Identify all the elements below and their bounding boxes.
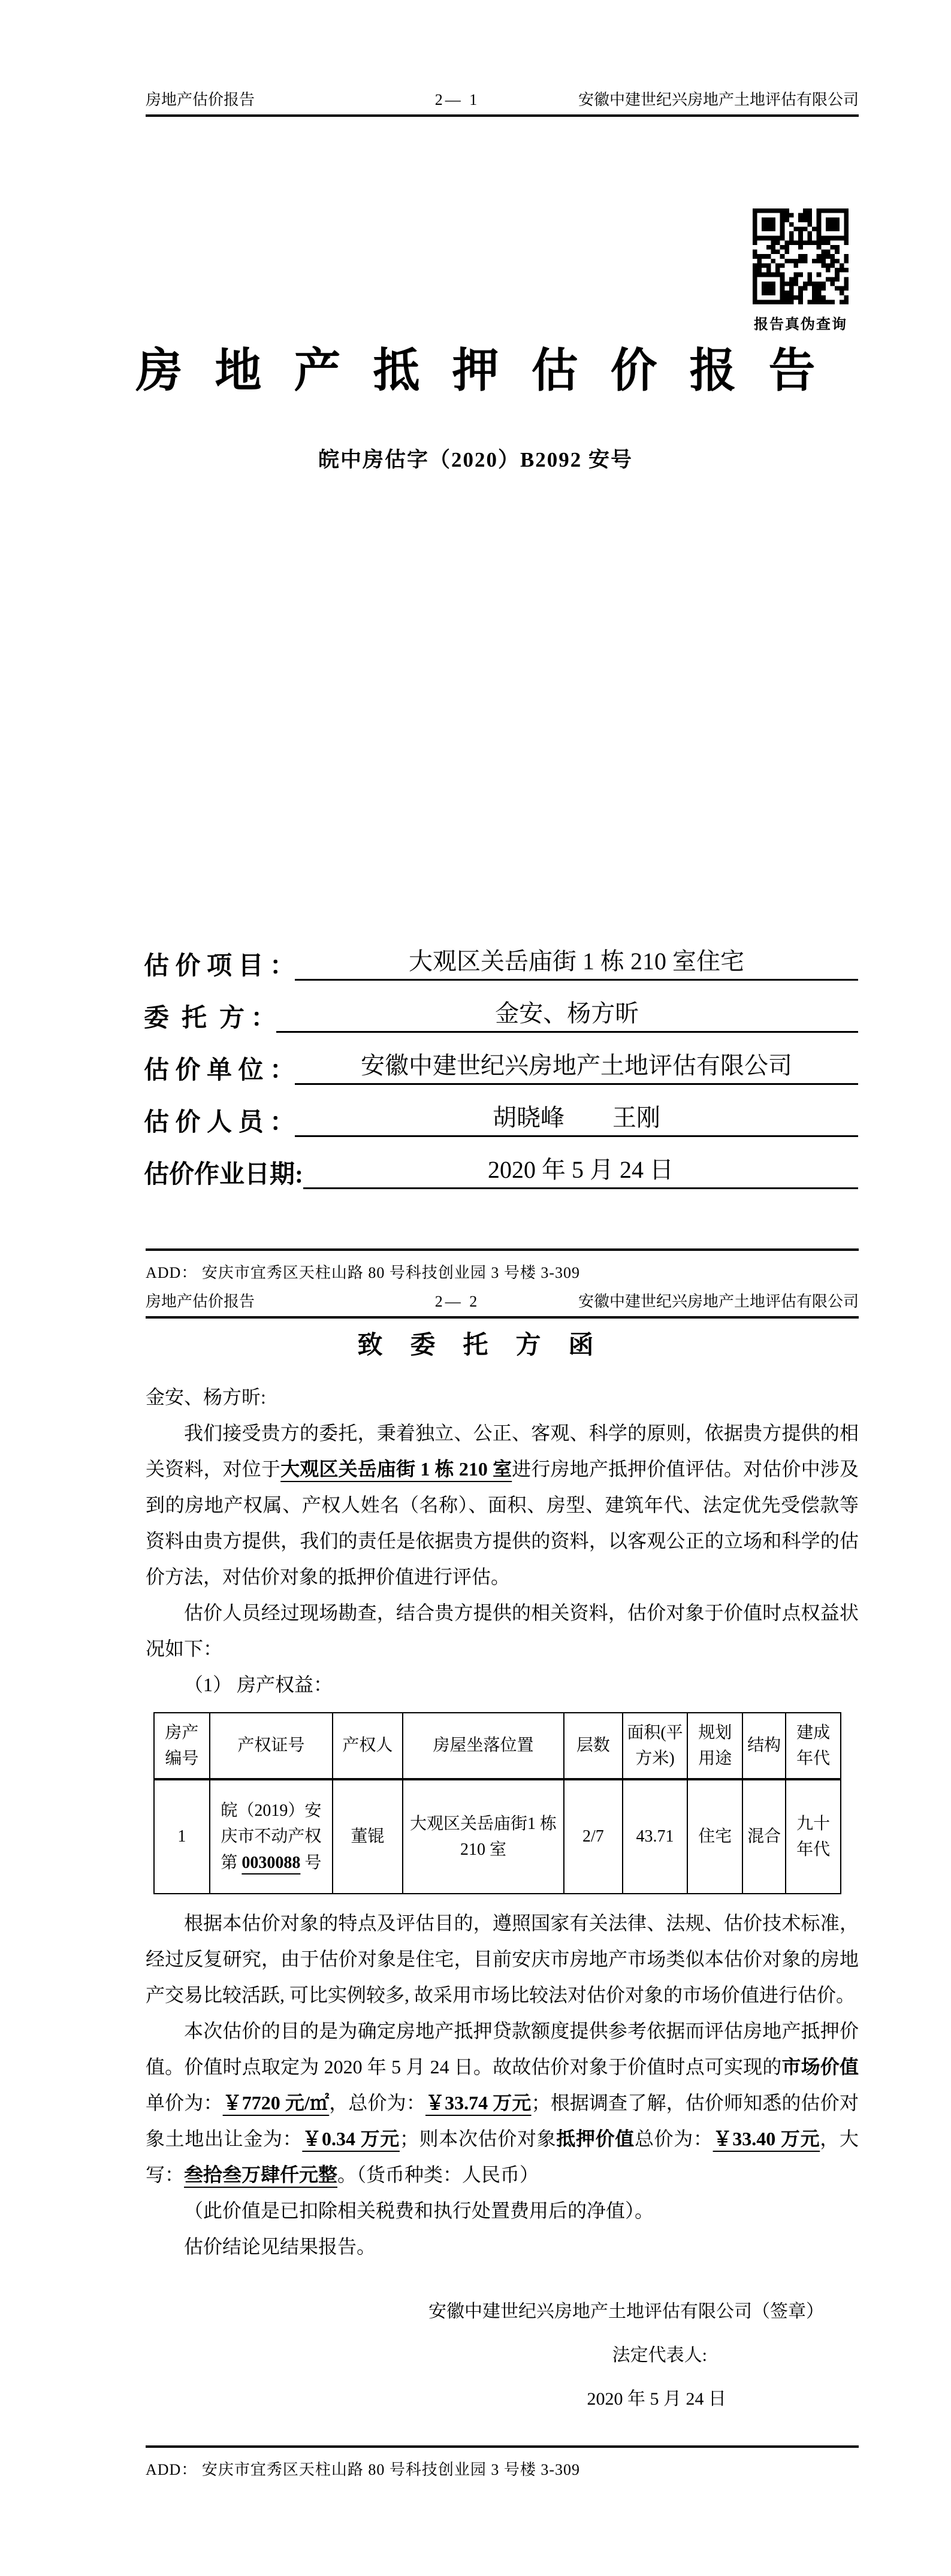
header-page-number: 2— 2 xyxy=(434,1293,480,1310)
cell-planned-use: 住宅 xyxy=(687,1779,742,1894)
letter-body xyxy=(146,1379,859,2421)
header-report-type: 房地产估价报告 xyxy=(146,1293,255,1310)
signature-date: 2020 年 5 月 24 日 xyxy=(587,2389,726,2409)
letter-paragraph-4: 本次估价的目的是为确定房地产抵押贷款额度提供参考依据而评估房地产抵押价值。价值时点取定为 2020 年 5 月 24 日。故故估价对象于价值时点可实现的市场价值单价为：￥7720 元/㎡，总价为：￥33.74 万元；根据调查了解，估价师知悉的估价对象土地出让金为：￥0.34 万元；则本次估价对象抵押价值总价为：￥33.40 万元，大写：叁拾叁万肆仟元整。（货币种类：人民币） xyxy=(146,2020,859,2185)
cell-structure: 混合 xyxy=(742,1779,786,1894)
page2-footer xyxy=(146,2445,859,2480)
field-date xyxy=(144,1156,858,1189)
cell-house-number: 1 xyxy=(154,1779,210,1894)
header-report-type: 房地产估价报告 xyxy=(146,91,255,108)
cell-cert-number: 皖（2019）安庆市不动产权第 0030088 号 xyxy=(210,1779,333,1894)
col-cert-number: 产权证号 xyxy=(210,1713,333,1779)
cell-floor: 2/7 xyxy=(564,1779,622,1894)
page2-footer-address: ADD： 安庆市宜秀区天柱山路 80 号科技创业园 3 号楼 3-309 xyxy=(146,2461,580,2478)
field-agency xyxy=(144,1052,858,1085)
letter-paragraph-6: 估价结论见结果报告。 xyxy=(184,2236,376,2257)
header-company-name: 安徽中建世纪兴房地产土地评估有限公司 xyxy=(578,1293,859,1310)
col-planned-use: 规划用途 xyxy=(687,1713,742,1779)
col-floor: 层数 xyxy=(564,1713,622,1779)
col-area: 面积(平方米) xyxy=(623,1713,688,1779)
field-date-value: 2020 年 5 月 24 日 xyxy=(303,1156,858,1189)
page1-running-header xyxy=(146,91,859,117)
field-project-value: 大观区关岳庙街 1 栋 210 室住宅 xyxy=(295,948,858,981)
table-row xyxy=(154,1779,841,1894)
field-client-value: 金安、杨方昕 xyxy=(276,1000,858,1033)
signature-legal-representative: 法定代表人: xyxy=(612,2345,707,2365)
field-client xyxy=(144,1000,858,1033)
page2-running-header xyxy=(146,1293,859,1319)
salutation: 金安、杨方昕: xyxy=(146,1386,266,1408)
cell-owner: 董锟 xyxy=(333,1779,403,1894)
field-appraisers xyxy=(144,1104,858,1137)
page1-footer xyxy=(146,1248,859,1283)
letter-paragraph-5: （此价值是已扣除相关税费和执行处置费用后的净值）。 xyxy=(184,2200,654,2221)
cover-fields xyxy=(144,948,858,1208)
letter-paragraph-2: 估价人员经过现场勘查，结合贵方提供的相关资料，估价对象于价值时点权益状况如下： xyxy=(146,1602,859,1659)
qr-code xyxy=(753,208,849,305)
qr-caption: 报告真伪查询 xyxy=(754,317,847,332)
report-title: 房地产抵押估价报告 xyxy=(135,344,848,397)
cell-location: 大观区关岳庙街1 栋 210 室 xyxy=(403,1779,564,1894)
field-appraisers-value: 胡晓峰 王刚 xyxy=(295,1104,858,1137)
letter-paragraph-1: 我们接受贵方的委托，秉着独立、公正、客观、科学的原则，依据贵方提供的相关资料，对位于大观区关岳庙街 1 栋 210 室进行房地产抵押价值评估。对估价中涉及到的房地产权属、产权人姓名（名称）、面积、房型、建筑年代、法定优先受偿款等资料由贵方提供，我们的责任是依据贵方提供的资料，以客观公正的立场和科学的估价方法，对估价对象的抵押价值进行评估。 xyxy=(146,1422,859,1588)
cell-area: 43.71 xyxy=(623,1779,688,1894)
signature-company: 安徽中建世纪兴房地产土地评估有限公司（签章） xyxy=(428,2302,824,2321)
header-page-number: 2— 1 xyxy=(434,91,480,108)
field-project xyxy=(144,948,858,981)
document-number: 皖中房估字（2020）B2092 安号 xyxy=(318,448,633,471)
page1-footer-address: ADD： 安庆市宜秀区天柱山路 80 号科技创业园 3 号楼 3-309 xyxy=(146,1264,580,1281)
cell-built-era: 九十年代 xyxy=(786,1779,841,1894)
field-date-label: 估价作业日期: xyxy=(144,1160,303,1189)
signature-block xyxy=(146,2290,859,2421)
col-owner: 产权人 xyxy=(333,1713,403,1779)
list-item-1-label: （1） 房产权益： xyxy=(184,1674,333,1695)
field-project-label: 估 价 项 目 ： xyxy=(144,952,295,980)
col-house-number: 房产编号 xyxy=(154,1713,210,1779)
col-location: 房屋坐落位置 xyxy=(403,1713,564,1779)
header-company-name: 安徽中建世纪兴房地产土地评估有限公司 xyxy=(578,91,859,108)
col-structure: 结构 xyxy=(742,1713,786,1779)
letter-title: 致委托方函 xyxy=(357,1332,621,1359)
field-client-label: 委 托 方 ： xyxy=(144,1004,276,1032)
qr-block xyxy=(753,208,849,333)
table-header-row xyxy=(154,1713,841,1779)
field-agency-label: 估 价 单 位 ： xyxy=(144,1056,295,1084)
property-rights-table xyxy=(153,1712,841,1894)
field-agency-value: 安徽中建世纪兴房地产土地评估有限公司 xyxy=(295,1052,858,1085)
letter-paragraph-3: 根据本估价对象的特点及评估目的，遵照国家有关法律、法规、估价技术标准，经过反复研究，由于估价对象是住宅，目前安庆市房地产市场类似本估价对象的房地产交易比较活跃, 可比实例较多, 故采用市场比较法对估价对象的市场价值进行估价。 xyxy=(146,1912,859,2006)
field-appraisers-label: 估 价 人 员 ： xyxy=(144,1108,295,1136)
col-built-era: 建成年代 xyxy=(786,1713,841,1779)
